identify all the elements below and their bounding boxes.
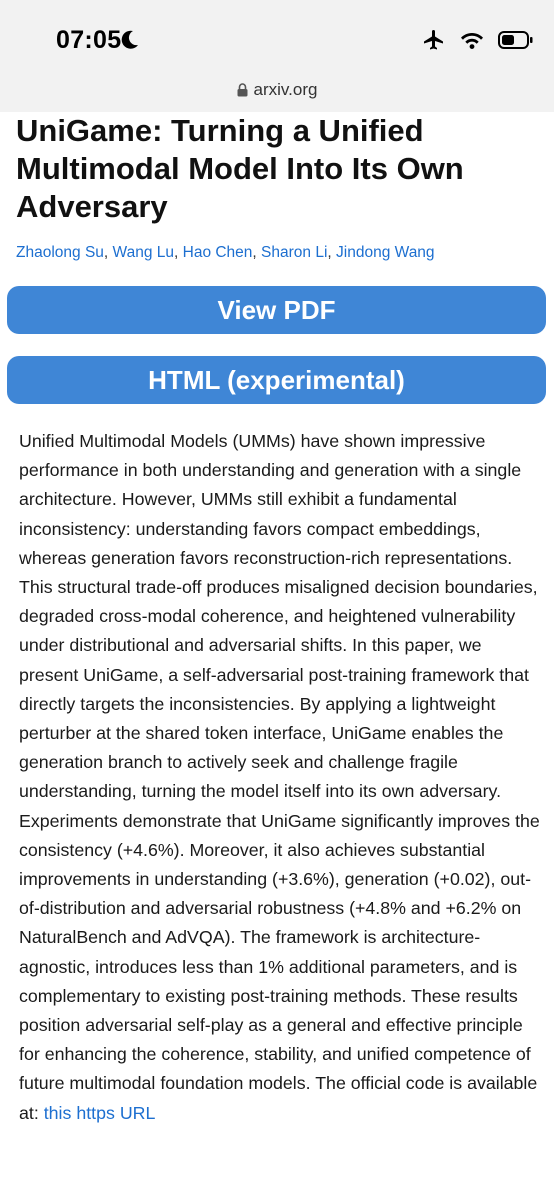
code-link[interactable]: this https URL: [43, 1102, 156, 1123]
paper-title: UniGame: Turning a Unified Multimodal Model Into Its Own Adversary: [16, 113, 464, 224]
author-list: [16, 242, 536, 264]
airplane-icon: [422, 28, 446, 52]
wifi-icon: [460, 30, 484, 50]
status-time: 07:05: [56, 26, 122, 54]
abstract-text: Unified Multimodal Models (UMMs) have shown impressive performance in both understanding and generation with a single architecture. However, UMMs still exhibit a fundamental inconsistency: understanding favors compact embeddings, whereas generation favors reconstruction-rich representations. This structural trade-off produces misaligned decision boundaries, degraded cross-modal coherence, and heightened vulnerability under distributional and adversarial shifts. In this paper, we present UniGame, a self-adversarial post-training framework that directly targets the inconsistencies. By applying a lightweight perturber at the shared token interface, UniGame enables the generation branch to actively seek and challenge fragile understanding, turning the model itself into its own adversary. Experiments demonstrate that UniGame significantly improves the consistency (+4.6%). Moreover, it also achieves substantial improvements in understanding (+3.6%), generation (+0.02), out-of-distribution and adversarial robustness (+4.8% and +6.2% on NaturalBench and AdVQA). The framework is architecture-agnostic, introduces less than 1% additional parameters, and is complementary to existing post-training methods. These results position adversarial self-play as a general and effective principle for enhancing the coherence, stability, and unified competence of future multimodal foundation models. The official code is available at:: [19, 431, 540, 1123]
view-pdf-button[interactable]: View PDF: [7, 286, 546, 334]
author-link[interactable]: Sharon Li: [261, 244, 328, 261]
battery-icon: [498, 30, 534, 50]
author-link[interactable]: Wang Lu: [112, 244, 174, 261]
url-bar[interactable]: [0, 78, 554, 102]
abstract: [19, 427, 541, 1128]
browser-top-bar: [0, 0, 554, 112]
author-separator: ,: [174, 244, 183, 261]
url-domain: arxiv.org: [253, 80, 318, 99]
moon-icon: [121, 30, 139, 55]
author-link[interactable]: Hao Chen: [182, 244, 253, 261]
author-separator: ,: [252, 244, 262, 261]
html-experimental-button[interactable]: HTML (experimental): [7, 356, 546, 404]
status-icons: [408, 28, 534, 52]
author-link[interactable]: Zhaolong Su: [16, 244, 104, 261]
author-link[interactable]: Jindong Wang: [336, 244, 435, 261]
author-separator: ,: [327, 244, 337, 261]
lock-icon: [237, 83, 248, 97]
author-separator: ,: [103, 244, 113, 261]
